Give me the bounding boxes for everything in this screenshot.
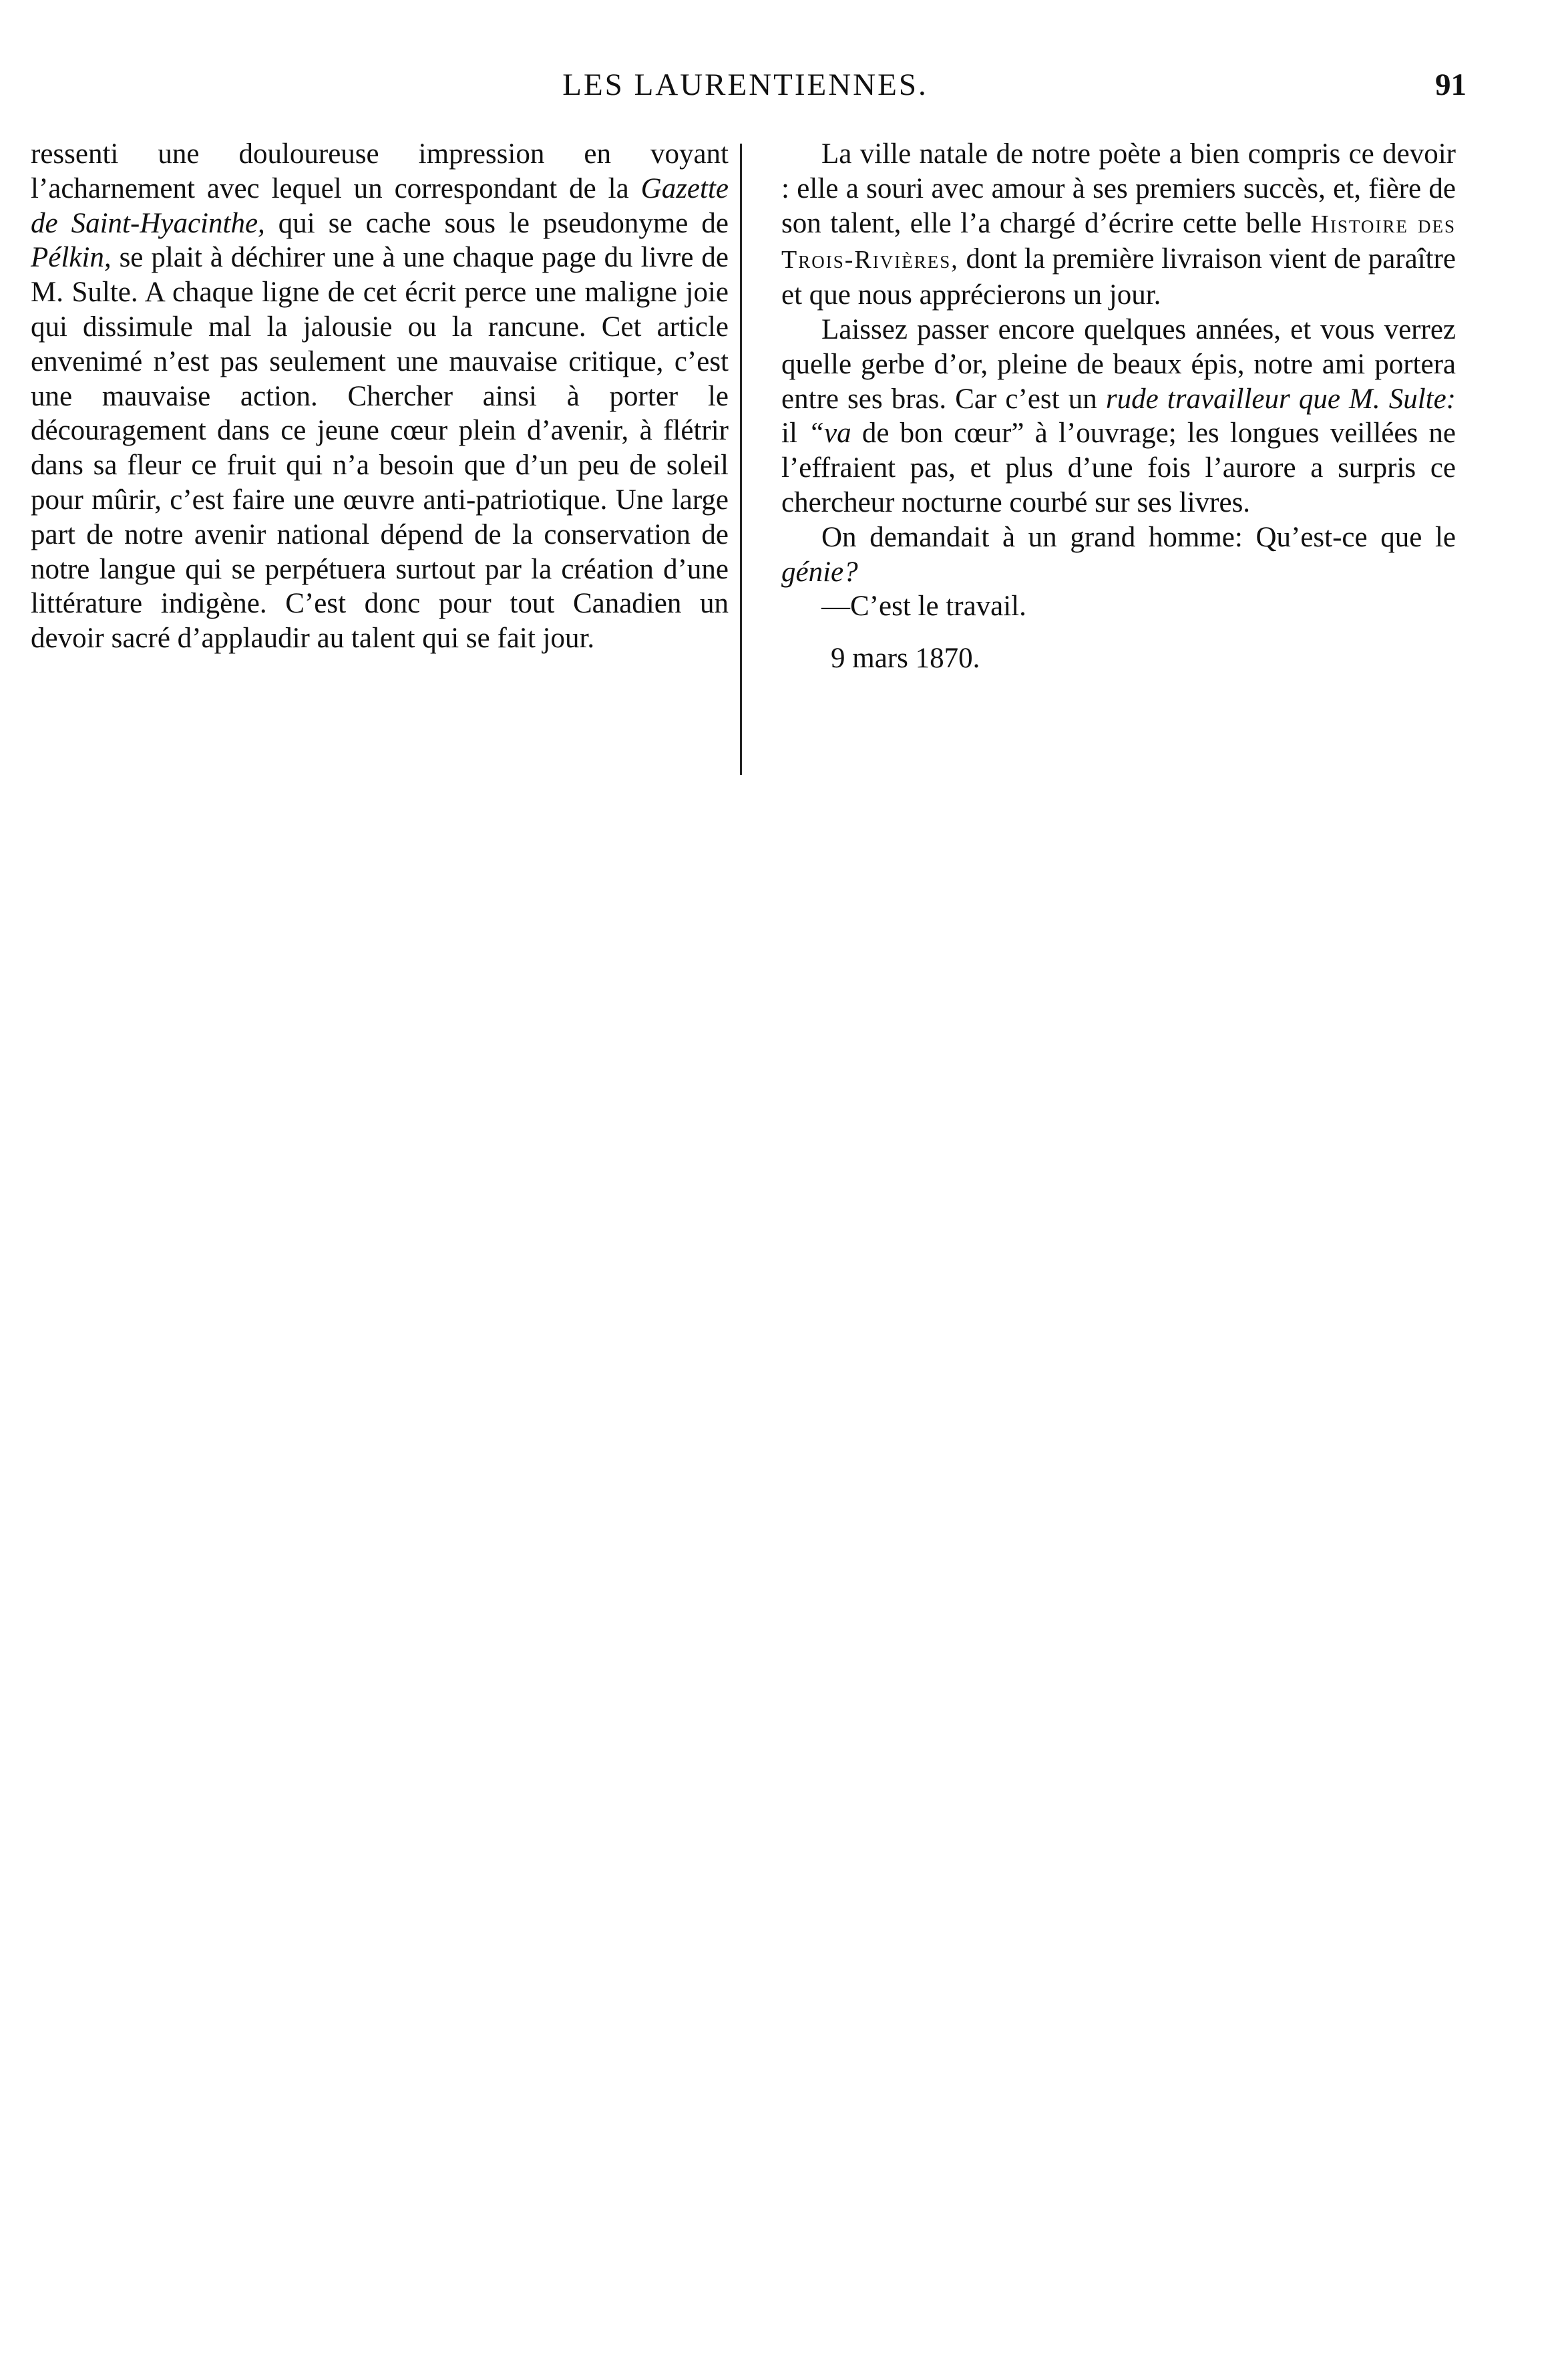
left-column bbox=[31, 137, 729, 656]
text-run: Laissez passer encore quelques années, et vous verrez quelle gerbe d’or, pleine de beaux épis, notre ami portera entre ses bras. Car c’est un bbox=[781, 313, 1456, 415]
right-paragraph-1 bbox=[781, 137, 1456, 313]
text-run: La ville natale de notre poète a bien compris ce devoir : elle a souri avec amour à ses premiers succès, et, fière de son talent, elle l’a chargé d’écrire cette belle bbox=[781, 138, 1456, 239]
italic-word: génie? bbox=[781, 556, 858, 588]
left-paragraph bbox=[31, 137, 729, 656]
page-header bbox=[31, 67, 1467, 114]
text-run: se plait à déchirer une à une chaque page du livre de M. Sulte. A chaque ligne de cet écrit perce une maligne joie qui dissimule mal la jalousie ou la rancune. Cet article envenimé n’est pas seulement une mauvaise critique, c’est une mauvaise action. Chercher ainsi à porter le découragement dans ce jeune cœur plein d’avenir, à flétrir dans sa fleur ce fruit qui n’a besoin que d’un peu de soleil pour mûrir, c’est faire une œuvre anti-patriotique. Une large part de notre avenir national dépend de la conservation de notre langue qui se perpétuera surtout par la création d’une littérature indigène. C’est donc pour tout Canadien un devoir sacré d’applaudir au talent qui se fait jour. bbox=[31, 242, 729, 655]
page-number: 91 bbox=[1435, 67, 1467, 102]
italic-pseudonym: Pélkin, bbox=[31, 242, 112, 274]
text-run: il bbox=[781, 417, 809, 450]
text-run: On demandait à un grand homme: Qu’est-ce que le bbox=[821, 521, 1456, 553]
right-paragraph-3 bbox=[781, 520, 1456, 590]
running-title: LES LAURENTIENNES. bbox=[562, 67, 928, 102]
column-divider bbox=[740, 144, 742, 775]
text-run: de bon cœur” à l’ouvrage; les longues veillées ne l’effraient pas, et plus d’une fois l’aurore a surpris ce chercheur nocturne courbé sur ses livres. bbox=[781, 417, 1456, 518]
italic-quote: “va bbox=[808, 417, 851, 450]
date-line: 9 mars 1870. bbox=[831, 643, 980, 675]
right-paragraph-4: —C’est le travail. bbox=[821, 590, 1026, 623]
right-paragraph-2 bbox=[781, 313, 1456, 520]
right-column bbox=[781, 137, 1456, 676]
text-run: qui se cache sous le pseudonyme de bbox=[264, 207, 729, 239]
text-run: dont la première livraison vient de paraître et que nous apprécierons un jour. bbox=[781, 243, 1456, 311]
italic-title: Gazette de Saint-Hyacinthe, bbox=[31, 172, 729, 239]
smallcaps-title: Histoire des Trois-Rivières, bbox=[781, 210, 1456, 275]
italic-phrase: rude travailleur que M. Sulte: bbox=[1105, 383, 1456, 415]
text-run: ressenti une douloureuse impression en voyant l’acharnement avec lequel un correspondant de la bbox=[31, 138, 729, 204]
